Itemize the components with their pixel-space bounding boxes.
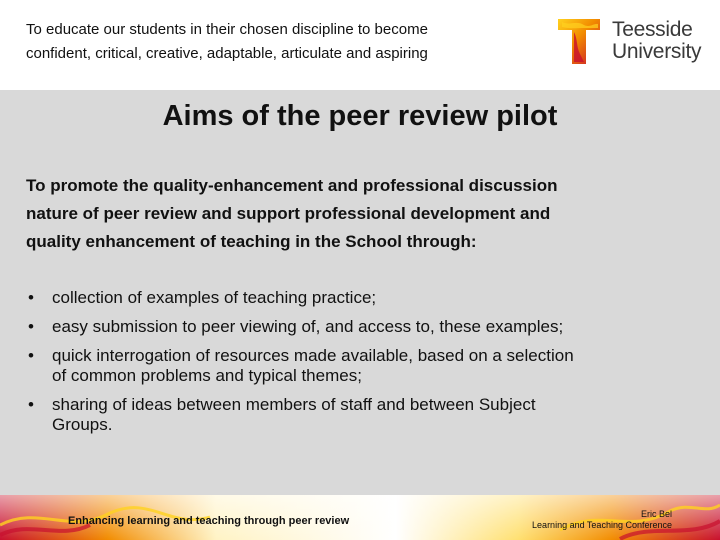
footer-event-title: Enhancing learning and teaching through peer review	[68, 515, 350, 527]
university-motto	[26, 18, 496, 66]
intro-paragraph	[26, 172, 696, 256]
bullet-item	[26, 317, 706, 337]
bullet-item	[26, 346, 706, 386]
bullet-dot-icon: •	[28, 395, 34, 414]
logo-wordmark	[612, 19, 701, 63]
bullet-text-continued: Groups.	[52, 415, 113, 434]
bullet-dot-icon: •	[28, 288, 34, 307]
teesside-flame-t-logo-icon	[556, 16, 602, 66]
motto-line-2: confident, critical, creative, adaptable, articulate and aspiring	[26, 45, 428, 62]
intro-line: nature of peer review and support professional development and	[26, 204, 551, 223]
slide-title: Aims of the peer review pilot	[162, 100, 558, 132]
presenter-name: Eric Bel	[640, 509, 672, 519]
bullet-dot-icon: •	[28, 317, 34, 336]
logo-text-university: University	[612, 40, 702, 63]
footer-band	[0, 495, 720, 540]
intro-line: quality enhancement of teaching in the School through:	[26, 232, 477, 251]
footer-presenter	[500, 509, 672, 531]
bullet-text-continued: of common problems and typical themes;	[52, 366, 362, 385]
conference-name: Learning and Teaching Conference	[532, 520, 672, 530]
bullet-item	[26, 395, 706, 435]
bullet-item	[26, 288, 706, 308]
bullet-text: sharing of ideas between members of staff and between Subject	[52, 395, 536, 414]
bullet-text: quick interrogation of resources made available, based on a selection	[52, 346, 574, 365]
slide-body	[0, 90, 720, 495]
logo-text-teesside: Teesside	[612, 18, 693, 41]
header	[0, 0, 720, 90]
teesside-university-logo	[556, 16, 706, 66]
bullet-dot-icon: •	[28, 346, 34, 365]
aims-bullet-list	[26, 288, 706, 444]
bullet-text: easy submission to peer viewing of, and access to, these examples;	[52, 317, 564, 336]
bullet-text: collection of examples of teaching practice;	[52, 288, 377, 307]
motto-line-1: To educate our students in their chosen discipline to become	[26, 21, 428, 38]
intro-line: To promote the quality-enhancement and professional discussion	[26, 176, 558, 195]
